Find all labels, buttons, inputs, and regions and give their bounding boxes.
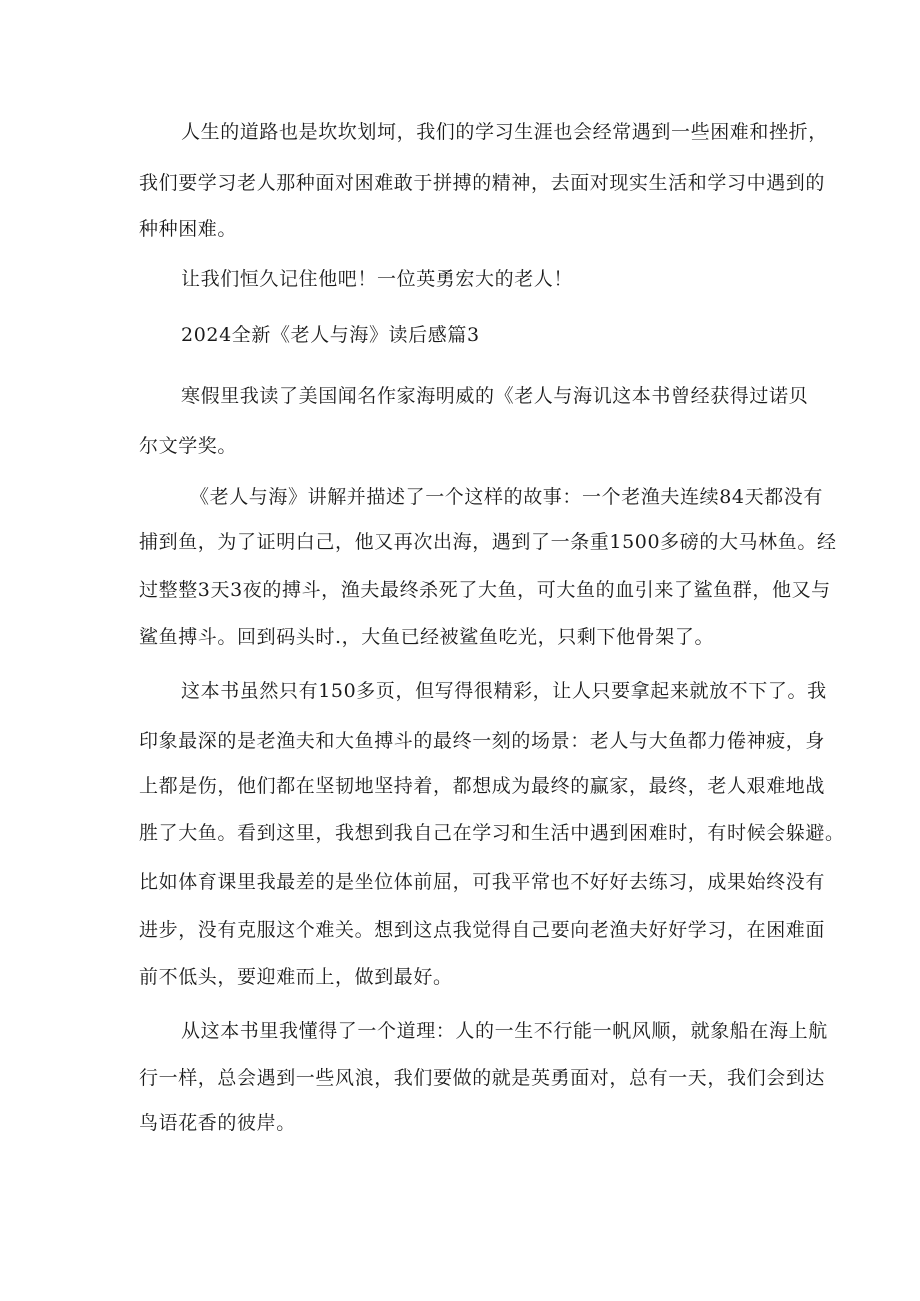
paragraph-5-line-3: 过整整3天3夜的搏斗，渔夫最终杀死了大鱼，可大鱼的血引来了鲨鱼群，他又与 xyxy=(139,579,831,601)
paragraph-1-line-2: 我们要学习老人那种面对困难敢于拼搏的精神，去面对现实生活和学习中遇到的 xyxy=(139,172,826,194)
paragraph-6-line-7: 前不低头，要迎难而上，做到最好。 xyxy=(139,966,453,988)
paragraph-4-line-2: 尔文学奖。 xyxy=(139,435,238,457)
paragraph-6-line-6: 进步，没有克服这个难关。想到这点我觉得自己要向老渔夫好好学习，在困难面 xyxy=(139,919,826,941)
paragraph-7-line-2: 行一样，总会遇到一些风浪，我们要做的就是英勇面对，总有一天，我们会到达 xyxy=(139,1067,826,1089)
paragraph-6-line-4: 胜了大鱼。看到这里，我想到我自己在学习和生活中遇到困难时，有时候会躲避。 xyxy=(139,822,845,844)
paragraph-6-line-5: 比如体育课里我最差的是坐位体前屈，可我平常也不好好去练习，成果始终没有 xyxy=(139,871,826,893)
paragraph-5-line-2: 捕到鱼，为了证明白己，他又再次出海，遇到了一条重1500多磅的大马林鱼。经 xyxy=(139,531,837,553)
paragraph-5-line-4: 鲨鱼搏斗。回到码头时.，大鱼已经被鲨鱼吃光，只剩下他骨架了。 xyxy=(139,626,715,648)
paragraph-6-line-2: 印象最深的是老渔夫和大鱼搏斗的最终一刻的场景：老人与大鱼都力倦神疲，身 xyxy=(139,730,826,752)
paragraph-7-line-3: 鸟语花香的彼岸。 xyxy=(139,1112,296,1134)
paragraph-1-line-3: 种种困难。 xyxy=(139,218,238,240)
paragraph-7-line-1: 从这本书里我懂得了一个道理：人的一生不行能一帆风顺，就象船在海上航 xyxy=(181,1020,828,1042)
paragraph-6-line-1: 这本书虽然只有150多页，但写得很精彩，让人只要拿起来就放不下了。我 xyxy=(181,680,827,702)
section-heading: 2024全新《老人与海》读后感篇3 xyxy=(181,324,480,346)
paragraph-6-line-3: 上都是伤，他们都在坚韧地坚持着，都想成为最终的赢家，最终，老人艰难地战 xyxy=(139,775,826,797)
paragraph-5-line-1: 《老人与海》讲解并描述了一个这样的故事：一个老渔夫连续84天都没有 xyxy=(190,486,823,508)
paragraph-2-line-1: 让我们恒久记住他吧！一位英勇宏大的老人！ xyxy=(181,268,574,290)
paragraph-4-line-1: 寒假里我读了美国闻名作家海明威的《老人与海讥这本书曾经获得过诺贝 xyxy=(181,385,809,407)
paragraph-1-line-1: 人生的道路也是坎坎划坷，我们的学习生涯也会经常遇到一些困难和挫折， xyxy=(181,121,828,143)
